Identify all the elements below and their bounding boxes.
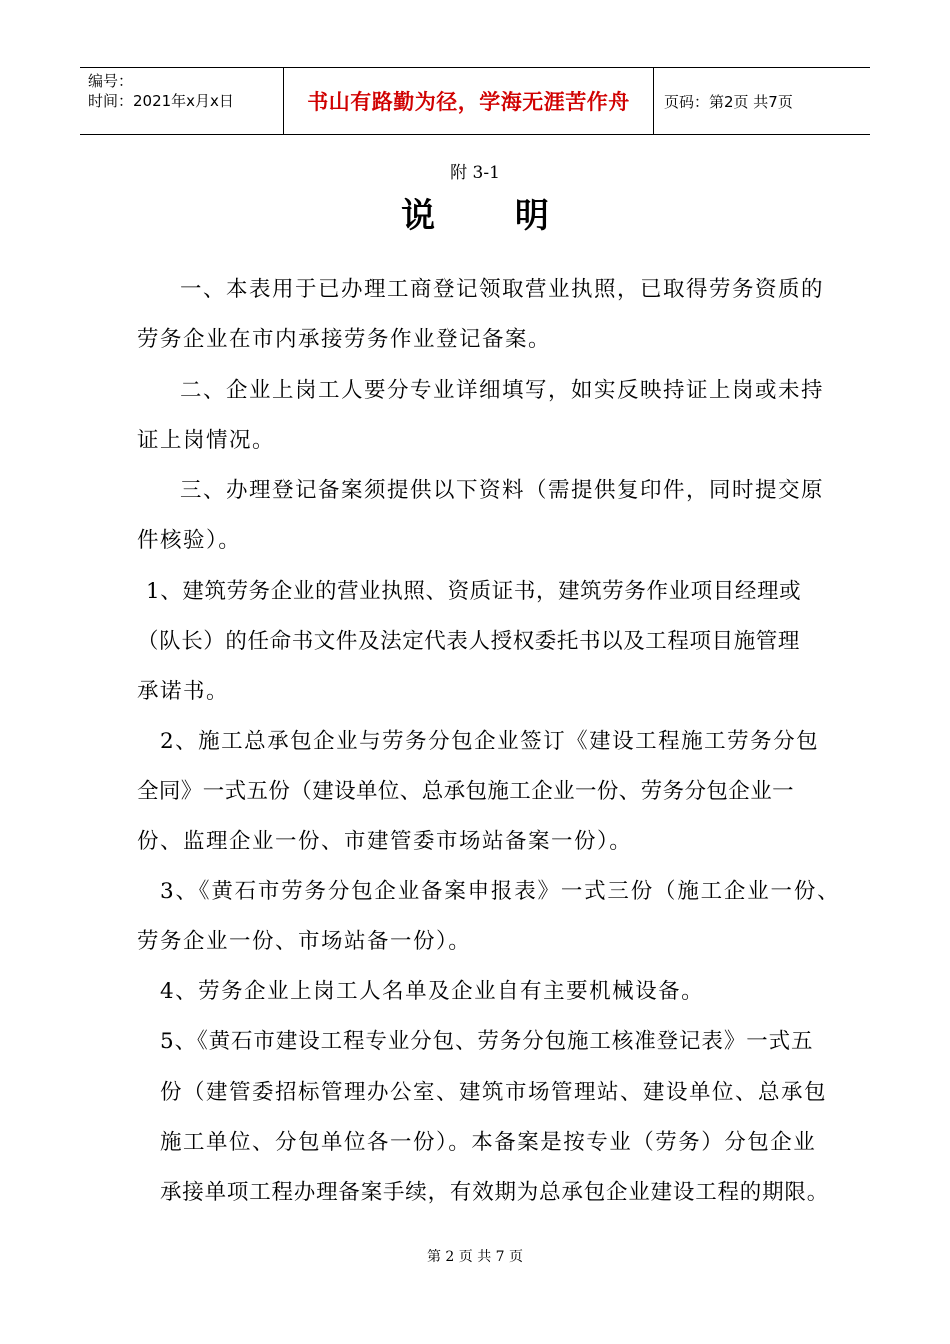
page-title: 说 明: [401, 196, 583, 236]
body-line: 3、《黄石市劳务分包企业备案申报表》一式三份（施工企业一份、: [160, 879, 841, 904]
document-number-label: 编号：: [88, 72, 134, 90]
body-line: 全同》一式五份（建设单位、总承包施工企业一份、劳务分包企业一: [137, 779, 795, 804]
document-time-label: 时间：2021年x月x日: [88, 92, 234, 110]
header-motto: 书山有路勤为径，学海无涯苦作舟: [284, 68, 654, 134]
body-line: 一、本表用于已办理工商登记领取营业执照，已取得劳务资质的: [180, 277, 825, 302]
page-header: [80, 67, 870, 135]
annex-label: 附 3-1: [450, 163, 500, 183]
header-meta: [80, 68, 284, 134]
body-line: 份、监理企业一份、市建管委市场站备案一份）。: [137, 829, 633, 854]
page-footer: 第 2 页 共 7 页: [426, 1249, 524, 1265]
body-line: 劳务企业在市内承接劳务作业登记备案。: [137, 327, 552, 352]
body-line: 1、建筑劳务企业的营业执照、资质证书，建筑劳务作业项目经理或: [146, 579, 802, 604]
body-line: 份（建管委招标管理办公室、建筑市场管理站、建设单位、总承包: [160, 1080, 828, 1105]
body-line: 证上岗情况。: [137, 428, 276, 453]
body-line: 施工单位、分包单位各一份）。本备案是按专业（劳务）分包企业: [160, 1130, 817, 1155]
body-line: 承接单项工程办理备案手续，有效期为总承包企业建设工程的期限。: [160, 1180, 830, 1205]
body-line: 二、企业上岗工人要分专业详细填写，如实反映持证上岗或未持: [180, 378, 825, 403]
body-line: 4、劳务企业上岗工人名单及企业自有主要机械设备。: [160, 979, 705, 1004]
body-line: 劳务企业一份、市场站备一份）。: [137, 929, 472, 954]
header-page-info: 页码：第2页 共7页: [664, 92, 793, 111]
body-line: 承诺书。: [137, 679, 230, 704]
body-line: （队长）的任命书文件及法定代表人授权委托书以及工程项目施管理: [137, 629, 801, 654]
body-line: 三、办理登记备案须提供以下资料（需提供复印件，同时提交原: [180, 478, 825, 503]
body-line: 2、施工总承包企业与劳务分包企业签订《建设工程施工劳务分包: [160, 729, 820, 754]
body-line: 件核验）。: [137, 528, 242, 553]
body-line: 5、《黄石市建设工程专业分包、劳务分包施工核准登记表》一式五: [160, 1029, 814, 1054]
